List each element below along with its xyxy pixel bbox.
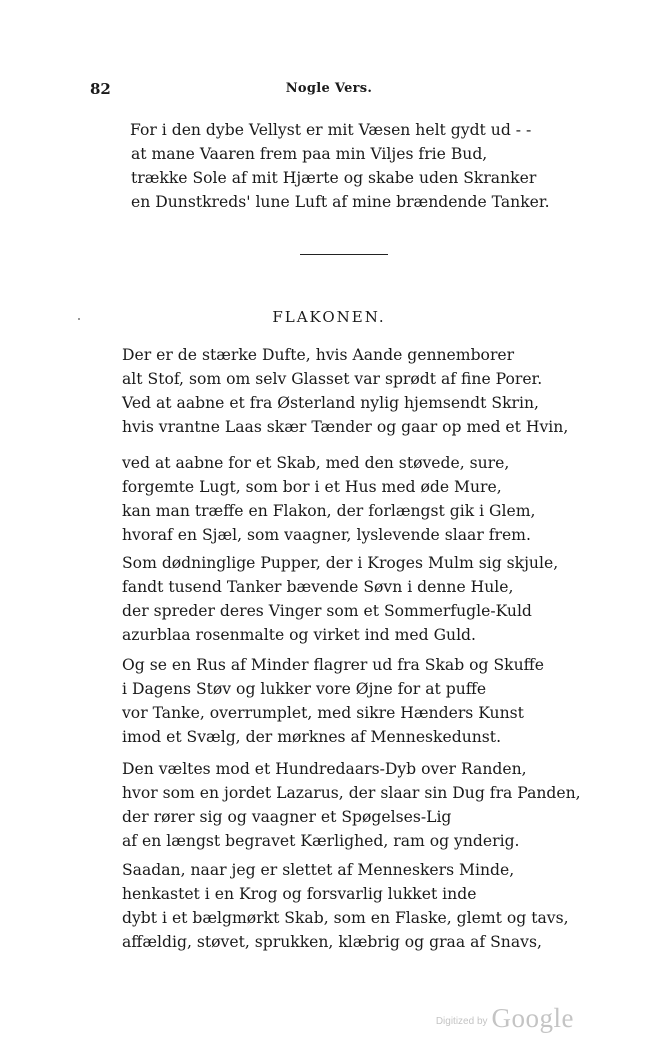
verse-line: ved at aabne for et Skab, med den støvede, sure, (122, 454, 510, 472)
verse-line: at mane Vaaren frem paa min Viljes frie Bud, (131, 145, 488, 163)
verse-line: i Dagens Støv og lukker vore Øjne for at puffe (122, 680, 487, 698)
digitized-watermark (436, 1003, 574, 1034)
stanza-5 (122, 757, 581, 853)
verse-line: en Dunstkreds' lune Luft af mine brændende Tanker. (131, 193, 550, 211)
verse-line: Og se en Rus af Minder flagrer ud fra Skab og Skuffe (122, 656, 544, 674)
verse-line: Som dødninglige Pupper, der i Kroges Mulm sig skjule, (122, 554, 559, 572)
verse-line: alt Stof, som om selv Glasset var sprødt af fine Porer. (122, 370, 543, 388)
poem-title: FLAKONEN. (272, 308, 386, 326)
verse-line: hvoraf en Sjæl, som vaagner, lyslevende slaar frem. (122, 526, 531, 544)
verse-line: forgemte Lugt, som bor i et Hus med øde Mure, (122, 478, 502, 496)
verse-line: azurblaa rosenmalte og virket ind med Guld. (122, 626, 476, 644)
stanza-2 (122, 451, 535, 547)
verse-line: affældig, støvet, sprukken, klæbrig og graa af Snavs, (122, 933, 542, 951)
verse-line: kan man træffe en Flakon, der forlængst gik i Glem, (122, 502, 536, 520)
verse-line: dybt i et bælgmørkt Skab, som en Flaske, glemt og tavs, (122, 909, 569, 927)
watermark-prefix: Digitized by (435, 1016, 488, 1027)
verse-line: trække Sole af mit Hjærte og skabe uden Skranker (131, 169, 537, 187)
section-divider (300, 254, 388, 255)
verse-line: Saadan, naar jeg er slettet af Menneskers Minde, (122, 861, 515, 879)
verse-line: fandt tusend Tanker bævende Søvn i denne Hule, (122, 578, 514, 596)
stanza-3 (122, 551, 558, 647)
verse-line: der spreder deres Vinger som et Sommerfugle-Kuld (122, 602, 532, 620)
verse-line: af en længst begravet Kærlighed, ram og ynderig. (122, 832, 520, 850)
verse-line: der rører sig og vaagner et Spøgelses-Lig (122, 808, 452, 826)
verse-line: imod et Svælg, der mørknes af Menneskedunst. (122, 728, 502, 746)
verse-line: Der er de stærke Dufte, hvis Aande gennemborer (122, 346, 515, 364)
stanza-1 (122, 343, 568, 439)
verse-line: henkastet i en Krog og forsvarlig lukket inde (122, 885, 477, 903)
verse-line: vor Tanke, overrumplet, med sikre Hænders Kunst (122, 704, 524, 722)
running-title: Nogle Vers. (285, 81, 373, 96)
verse-line: Den væltes mod et Hundredaars-Dyb over Randen, (122, 760, 527, 778)
stanza-6 (122, 858, 569, 954)
verse-line: For i den dybe Vellyst er mit Væsen helt gydt ud - - (130, 121, 532, 139)
verse-line: Ved at aabne et fra Østerland nylig hjemsendt Skrin, (122, 394, 539, 412)
verse-line: hvor som en jordet Lazarus, der slaar sin Dug fra Panden, (122, 784, 581, 802)
verse-line: hvis vrantne Laas skær Tænder og gaar op med et Hvin, (122, 418, 569, 436)
page-number: 82 (90, 80, 111, 98)
watermark-brand: Google (491, 1003, 574, 1033)
stanza-4 (122, 653, 544, 749)
continued-stanza (130, 118, 550, 214)
